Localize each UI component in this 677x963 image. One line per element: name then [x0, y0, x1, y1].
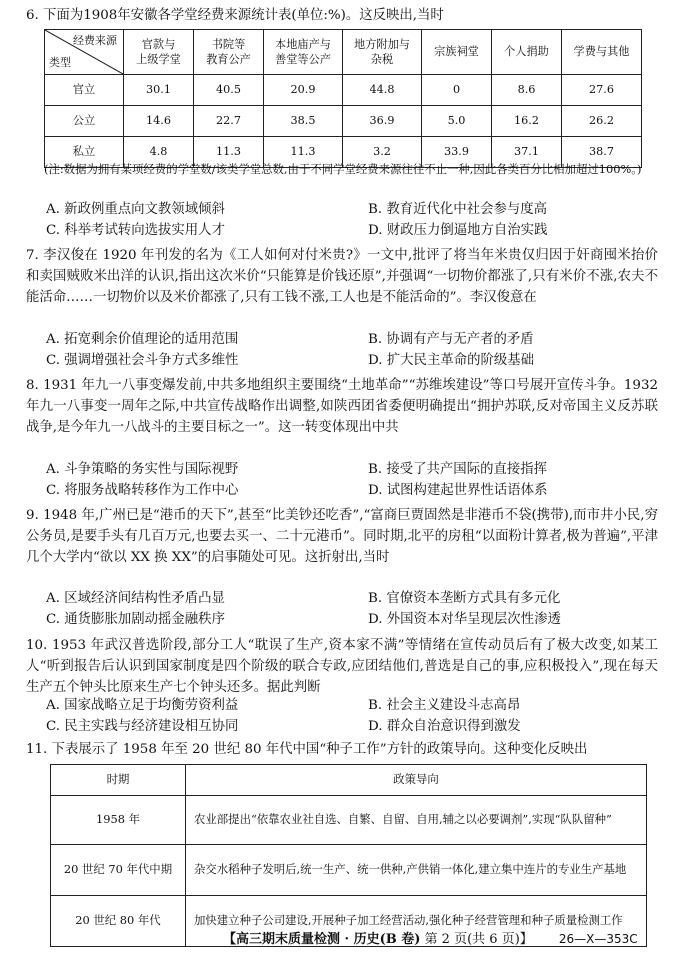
option-c: C. 强调增强社会斗争方式多维性 — [46, 352, 239, 368]
table-cell: 4.8 — [124, 137, 194, 168]
column-header: 本地庙产与 善堂等公产 — [264, 30, 343, 75]
table-cell: 37.1 — [492, 137, 562, 168]
column-header: 政策导向 — [186, 765, 647, 796]
table-cell: 8.6 — [492, 75, 562, 106]
row-type-label: 私立 — [45, 137, 124, 168]
footer-title: 【高三期末质量检测 · 历史(B 卷) — [223, 932, 421, 947]
table-cell: 11.3 — [194, 137, 264, 168]
table-cell: 16.2 — [492, 106, 562, 137]
column-header: 时期 — [51, 765, 186, 796]
row-type-label: 官立 — [45, 75, 124, 106]
table-corner-cell — [45, 30, 124, 75]
column-header: 个人捐助 — [492, 30, 562, 75]
policy-cell: 杂交水稻种子发明后,统一生产、统一供种,产供销一体化,建立集中连片的专业生产基地 — [186, 845, 647, 896]
option-b: B. 社会主义建设斗志高昂 — [368, 698, 521, 713]
q9-options — [46, 589, 677, 631]
q6-stem: 6. 下面为1908年安徽各学堂经费来源统计表(单位:%)。这反映出,当时 — [26, 8, 444, 23]
table-cell: 36.9 — [343, 106, 422, 137]
q8-stem: 8. 1931 年九一八事变爆发前,中共多地组织主要围绕“土地革命”“苏维埃建设”等口号展开宣传斗争。1932 年九一八事变一周年之际,中共宣传战略作出调整,如陕西团省委便明确提出“拥护苏联,反对帝国主义反苏联战争,是今年九一八战斗的主要目标之一”。这一转变体现出中共 — [26, 378, 658, 435]
q6-options — [46, 200, 677, 242]
corner-bottom-label: 类型 — [49, 56, 71, 70]
option-b: B. 教育近代化中社会参与度高 — [368, 202, 548, 217]
table-row — [51, 845, 647, 896]
column-header: 地方附加与 杂税 — [343, 30, 422, 75]
q11-stem: 11. 下表展示了 1958 年至 20 世纪 80 年代中国“种子工作”方针的政策导向。这种变化反映出 — [26, 742, 588, 757]
option-d: D. 财政压力倒逼地方自治实践 — [368, 222, 548, 238]
option-b: B. 官僚资本垄断方式具有多元化 — [368, 591, 561, 606]
option-d: D. 群众自治意识得到激发 — [368, 718, 521, 734]
table-row — [45, 75, 642, 106]
q10-stem: 10. 1953 年武汉普选阶段,部分工人“耽误了生产,资本家不满”等情绪在宣传动员后有了极大改变,如某工人“听到报告后认识到国家制度是四个阶级的联合专政,应团结他们,普选是自己的事,应积极投入”,现在每天生产五个钟头比原来生产七个钟头还多。据此判断 — [26, 638, 658, 695]
table-cell: 40.5 — [194, 75, 264, 106]
option-d: D. 扩大民主革命的阶级基础 — [368, 352, 535, 368]
column-header: 学费与其他 — [562, 30, 642, 75]
footer-code: 26—X—353C — [558, 932, 638, 946]
option-a: A. 国家战略立足于均衡劳资利益 — [46, 698, 239, 713]
table-cell: 30.1 — [124, 75, 194, 106]
table-cell: 26.2 — [562, 106, 642, 137]
corner-top-label: 经费来源 — [73, 34, 117, 47]
option-c: C. 通货膨胀加剧动摇金融秩序 — [46, 611, 225, 627]
policy-cell: 加快建立种子公司建设,开展种子加工经营活动,强化种子经营管理和种子质量检测工作 — [186, 896, 647, 947]
column-header: 官款与 上级学堂 — [124, 30, 194, 75]
page-footer — [223, 930, 663, 950]
table-cell: 5.0 — [422, 106, 492, 137]
q11-policy-table — [50, 764, 647, 947]
table-cell: 11.3 — [264, 137, 343, 168]
table-cell: 38.7 — [562, 137, 642, 168]
table-cell: 44.8 — [343, 75, 422, 106]
q9-stem: 9. 1948 年,广州已是“港币的天下”,甚至“比美钞还吃香”,“富商巨贾固然是非港币不袋(携带),而市井小民,穷公务员,是要手头有几百万元,也要去买一、二十元港币”。同时期,北平的房租“以面粉计算者,极为普遍”,平津几个大学内“欲以 XX 换 XX”的启事随处可见。这折射出,当时 — [26, 508, 658, 565]
policy-cell: 农业部提出“依靠农业社自选、自繁、自留、自用,辅之以必要调剂”,实现“队队留种” — [186, 796, 647, 845]
table-cell: 33.9 — [422, 137, 492, 168]
table-cell: 14.6 — [124, 106, 194, 137]
q6-table-note: (注:数据为拥有某项经费的学堂数/该类学堂总数,由于不同学堂经费来源往往不止一种,因此各类百分比相加超过100%。) — [44, 162, 642, 176]
row-type-label: 公立 — [45, 106, 124, 137]
table-cell: 0 — [422, 75, 492, 106]
table-cell: 20.9 — [264, 75, 343, 106]
table-row — [51, 796, 647, 845]
q7-options — [46, 330, 677, 372]
option-a: A. 新政例重点向文教领域倾斜 — [46, 202, 225, 217]
option-a: A. 拓宽剩余价值理论的适用范围 — [46, 332, 239, 347]
footer-page-number: 第 2 页(共 6 页)】 — [424, 932, 533, 947]
column-header: 书院等 教育公产 — [194, 30, 264, 75]
q8-options — [46, 460, 677, 502]
option-d: D. 试图构建起世界性话语体系 — [368, 482, 548, 498]
period-cell: 20 世纪 70 年代中期 — [51, 845, 186, 896]
table-cell: 3.2 — [343, 137, 422, 168]
option-c: C. 科举考试转向选拔实用人才 — [46, 222, 225, 238]
table-cell: 38.5 — [264, 106, 343, 137]
option-c: C. 将服务战略转移作为工作中心 — [46, 482, 239, 498]
option-a: A. 斗争策略的务实性与国际视野 — [46, 462, 239, 477]
option-c: C. 民主实践与经济建设相互协同 — [46, 718, 239, 734]
period-cell: 20 世纪 80 年代 — [51, 896, 186, 947]
table-cell: 22.7 — [194, 106, 264, 137]
option-b: B. 协调有产与无产者的矛盾 — [368, 332, 534, 347]
column-header: 宗族祠堂 — [422, 30, 492, 75]
option-b: B. 接受了共产国际的直接指挥 — [368, 462, 548, 477]
period-cell: 1958 年 — [51, 796, 186, 845]
q10-options — [46, 696, 677, 738]
q6-funding-table — [44, 29, 642, 168]
option-d: D. 外国资本对华呈现层次性渗透 — [368, 611, 561, 627]
table-cell: 27.6 — [562, 75, 642, 106]
q7-stem: 7. 李汉俊在 1920 年刊发的名为《工人如何对付米贵?》一文中,批评了将当年米贵仅归因于奸商囤米抬价和卖国贼败米出洋的认识,指出这次米价“只能算是价钱还原”,并强调“一切物价都涨了,只有米价不涨,农夫不能活命……一切物价以及米价都涨了,只有工钱不涨,工人也是不能活命的”。李汉俊意在 — [26, 248, 658, 305]
table-row — [45, 106, 642, 137]
option-a: A. 区域经济间结构性矛盾凸显 — [46, 591, 225, 606]
